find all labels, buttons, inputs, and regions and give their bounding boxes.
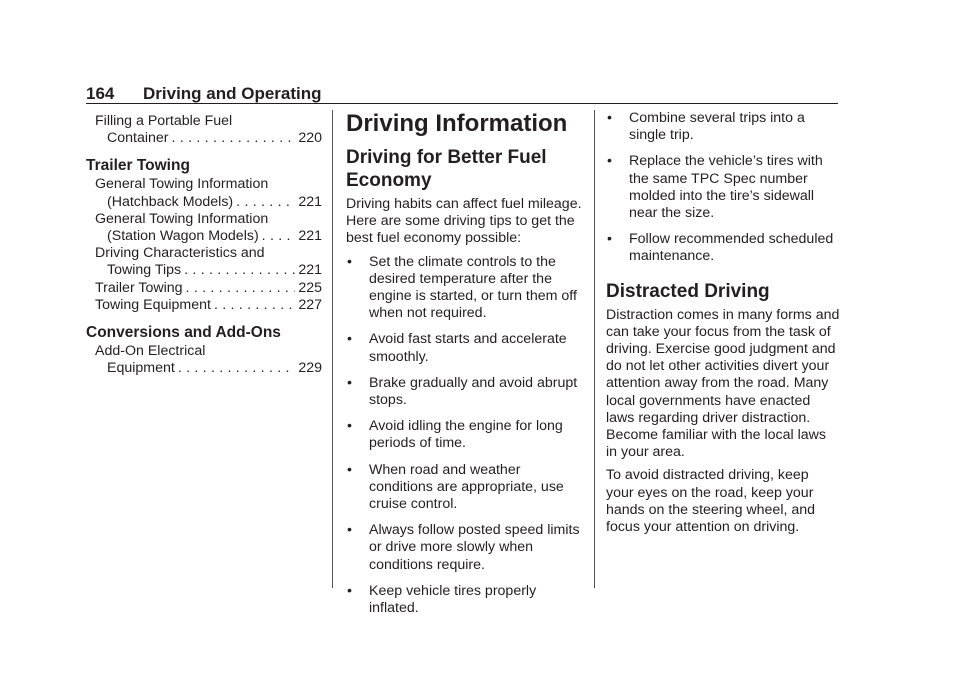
dot-leader (178, 360, 296, 377)
toc-line: Towing Equipment . . . 227 (95, 297, 322, 314)
list-item: • Follow recommended scheduled maintenance. (607, 231, 834, 265)
list-item: • When road and weather conditions are appropriate, use cruise control. (347, 461, 564, 513)
toc-line: Add-On Electrical (95, 343, 206, 360)
bullet-icon: • (347, 461, 352, 478)
distracted-paragraph-1: Distraction comes in many forms and can take your focus from the task of driving. Exercise good judgment and do not let other activities divert your attention away from the road. Many local governments have enacted laws regarding driver distraction. Become familiar with the local laws in your area. (606, 306, 840, 461)
column-divider (594, 110, 595, 588)
bullet-icon: • (347, 253, 352, 270)
list-item: • Keep vehicle tires properly inflated. (347, 582, 537, 617)
toc-page: 229 (298, 360, 322, 377)
toc-entry[interactable] (86, 245, 322, 279)
distracted-paragraph-2: To avoid distracted driving, keep your eyes on the road, keep your hands on the steering wheel, and focus your attention on driving. (606, 467, 816, 536)
toc-page: 221 (298, 228, 322, 245)
toc-line: (Station Wagon Models) . . . 221 (95, 228, 322, 245)
list-item: • Avoid fast starts and accelerate smoothly. (347, 331, 567, 365)
toc-line: Filling a Portable Fuel (95, 113, 233, 129)
dot-leader (236, 194, 295, 211)
toc-line: Trailer Towing . . . 225 (95, 280, 322, 297)
dot-leader (172, 130, 296, 147)
bullet-icon: • (607, 110, 612, 126)
bullet-icon: • (347, 331, 352, 348)
dot-leader (184, 262, 295, 279)
bullet-icon: • (347, 582, 352, 599)
fuel-tips-list (346, 254, 584, 618)
toc-heading-conversions[interactable]: Conversions and Add-Ons (86, 324, 281, 342)
toc-page: 227 (298, 296, 322, 313)
toc-line: Equipment . . . 229 (95, 360, 322, 377)
bullet-icon: • (347, 418, 352, 435)
content-column-3 (606, 110, 840, 542)
toc-entry[interactable] (86, 113, 322, 147)
dot-leader (262, 228, 296, 245)
toc-entry[interactable] (86, 211, 322, 245)
page-header (86, 82, 838, 108)
toc-line: Container . . . 220 (95, 130, 322, 147)
toc-page: 221 (298, 193, 322, 210)
list-item: • Replace the vehicle’s tires with the same TPC Spec number molded into the tire’s sidewall near the size. (607, 153, 823, 222)
toc-page: 221 (298, 262, 322, 279)
header-rule (86, 103, 838, 104)
toc-entry[interactable] (86, 297, 322, 314)
toc-page: 220 (298, 130, 322, 147)
toc-heading-trailer-towing[interactable]: Trailer Towing (86, 157, 190, 175)
intro-paragraph: Driving habits can affect fuel mileage. Here are some driving tips to get the best fuel economy possible: (346, 196, 582, 247)
toc-line: General Towing Information (95, 176, 269, 193)
column-divider (332, 110, 333, 588)
bullet-icon: • (607, 231, 612, 248)
list-item: • Avoid idling the engine for long periods of time. (347, 418, 563, 452)
toc-line: (Hatchback Models) . . . 221 (95, 194, 322, 211)
chapter-title: Driving and Operating (143, 84, 322, 103)
list-item: • Always follow posted speed limits or drive more slowly when conditions require. (347, 522, 580, 573)
toc-page: 225 (298, 279, 322, 296)
toc-column (86, 113, 322, 377)
bullet-icon: • (347, 374, 352, 391)
subsection-title: Driving for Better Fuel Economy (346, 147, 547, 191)
toc-line: Towing Tips . . . 221 (95, 262, 322, 279)
content-column-2 (346, 110, 584, 626)
fuel-tips-list-continued (606, 110, 840, 266)
page-number: 164 (86, 84, 115, 103)
list-item: • Set the climate controls to the desired temperature after the engine is started, or turn them off when not required. (347, 253, 577, 322)
dot-leader (186, 280, 296, 297)
list-item: • Brake gradually and avoid abrupt stops. (347, 374, 578, 409)
section-title: Driving Information (346, 110, 568, 137)
toc-line: Driving Characteristics and (95, 245, 265, 262)
distracted-driving-title: Distracted Driving (606, 280, 770, 302)
dot-leader (214, 297, 295, 314)
toc-entry[interactable] (86, 176, 322, 210)
toc-line: General Towing Information (95, 210, 269, 227)
toc-entry[interactable] (86, 280, 322, 297)
bullet-icon: • (607, 153, 612, 170)
list-item: • Combine several trips into a single trip. (607, 110, 805, 144)
bullet-icon: • (347, 522, 352, 539)
toc-entry[interactable] (86, 343, 322, 377)
